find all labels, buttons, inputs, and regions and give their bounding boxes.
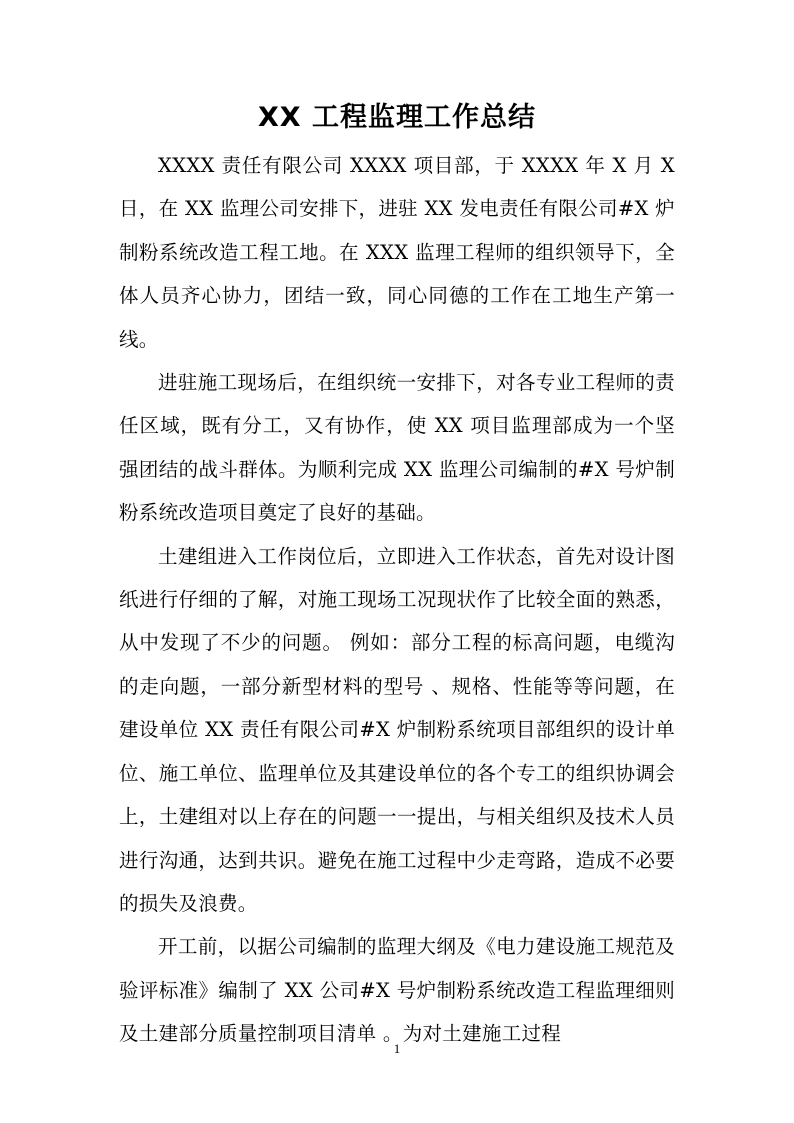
paragraph-4: 开工前，以据公司编制的监理大纲及《电力建设施工规范及验评标准》编制了 XX 公司#X 号炉制粉系统改造工程监理细则及土建部分质量控制项目清单 。为对土建施工过程 bbox=[119, 935, 675, 1046]
paragraph-3: 土建组进入工作岗位后，立即进入工作状态，首先对设计图纸进行仔细的了解，对施工现场工况现状作了比较全面的熟悉，从中发现了不少的问题。 例如：部分工程的标高问题，电缆沟的走向题，一部分新型材料的型号 、规格、性能等等问题，在建设单位 XX 责任有限公司#X 炉制粉系统项目部组织的设计单位、施工单位、监理单位及其建设单位的各个专工的组织协调会上，土建组对以上存在的问题一一提出，与相关组织及技术人员进行沟通，达到共识。避免在施工过程中少走弯路，造成不必要的损失及浪费。 bbox=[119, 544, 675, 915]
document-body bbox=[119, 144, 675, 1056]
page-number: 1 bbox=[393, 1041, 401, 1056]
document-title: XX 工程监理工作总结 bbox=[257, 102, 537, 133]
paragraph-2: 进驻施工现场后，在组织统一安排下，对各专业工程师的责任区域，既有分工，又有协作，使 XX 项目监理部成为一个坚强团结的战斗群体。为顺利完成 XX 监理公司编制的#X 号炉制粉系统改造项目奠定了良好的基础。 bbox=[119, 371, 675, 525]
paragraph-1: XXXX 责任有限公司 XXXX 项目部，于 XXXX 年 X 月 X 日，在 XX 监理公司安排下，进驻 XX 发电责任有限公司#X 炉制粉系统改造工程工地。在 XXX 监理工程师的组织领导下，全体人员齐心协力，团结一致，同心同德的工作在工地生产第一线。 bbox=[119, 154, 675, 351]
